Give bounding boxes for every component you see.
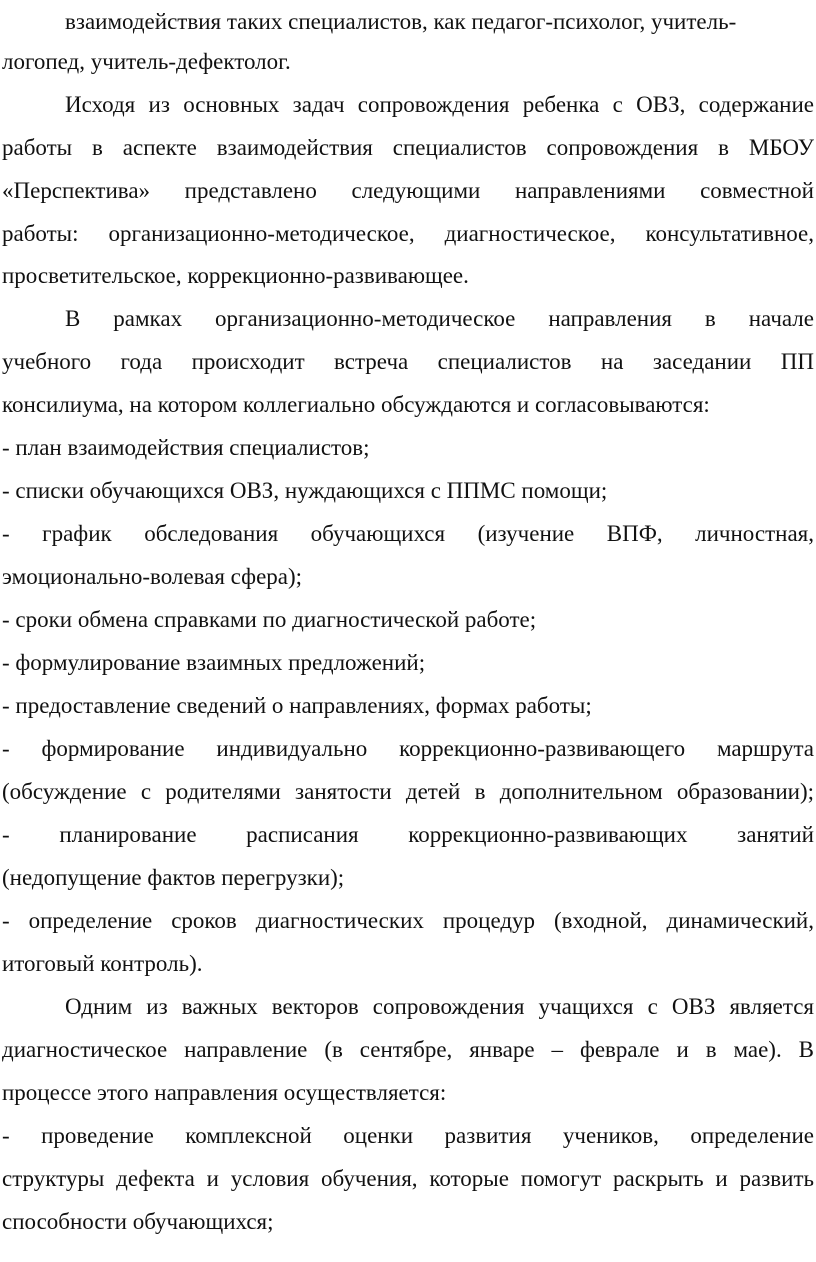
text-line: работы в аспекте взаимодействия специалистов сопровождения в МБОУ bbox=[2, 135, 814, 160]
text-line: структуры дефекта и условия обучения, которые помогут раскрыть и развить bbox=[2, 1166, 814, 1191]
text-line: логопед, учитель-дефектолог. bbox=[2, 49, 291, 74]
list-item: - формирование индивидуально коррекционно-развивающего маршрута bbox=[2, 736, 814, 761]
text-line: (недопущение фактов перегрузки); bbox=[2, 865, 345, 890]
list-item: - предоставление сведений о направлениях, формах работы; bbox=[2, 693, 592, 718]
text-line: Исходя из основных задач сопровождения ребенка с ОВЗ, содержание bbox=[65, 92, 814, 117]
text-line: (обсуждение с родителями занятости детей в дополнительном образовании); bbox=[2, 779, 814, 804]
list-item: - формулирование взаимных предложений; bbox=[2, 650, 426, 675]
text-line: итоговый контроль). bbox=[2, 951, 203, 976]
list-item: - списки обучающихся ОВЗ, нуждающихся с ППМС помощи; bbox=[2, 478, 608, 503]
text-line: работы: организационно-методическое, диагностическое, консультативное, bbox=[2, 221, 814, 246]
text-line: диагностическое направление (в сентябре, январе – феврале и в мае). В bbox=[2, 1037, 814, 1062]
text-line: процессе этого направления осуществляется: bbox=[2, 1080, 447, 1105]
text-line: В рамках организационно-методическое направления в начале bbox=[65, 306, 814, 331]
list-item: - планирование расписания коррекционно-развивающих занятий bbox=[2, 822, 814, 847]
text-line: взаимодействия таких специалистов, как педагог-психолог, учитель- bbox=[65, 9, 737, 34]
list-item: - определение сроков диагностических процедур (входной, динамический, bbox=[2, 908, 814, 933]
text-line: просветительское, коррекционно-развивающее. bbox=[2, 263, 469, 288]
text-line: Одним из важных векторов сопровождения учащихся с ОВЗ является bbox=[65, 994, 814, 1019]
list-item: - сроки обмена справками по диагностической работе; bbox=[2, 607, 537, 632]
list-item: - план взаимодействия специалистов; bbox=[2, 435, 370, 460]
text-line: консилиума, на котором коллегиально обсуждаются и согласовываются: bbox=[2, 392, 710, 417]
text-line: эмоционально-волевая сфера); bbox=[2, 564, 303, 589]
text-line: способности обучающихся; bbox=[2, 1209, 274, 1234]
list-item: - график обследования обучающихся (изучение ВПФ, личностная, bbox=[2, 521, 814, 546]
list-item: - проведение комплексной оценки развития учеников, определение bbox=[2, 1123, 814, 1148]
text-line: учебного года происходит встреча специалистов на заседании ПП bbox=[2, 349, 814, 374]
text-line: «Перспектива» представлено следующими направлениями совместной bbox=[2, 178, 814, 203]
